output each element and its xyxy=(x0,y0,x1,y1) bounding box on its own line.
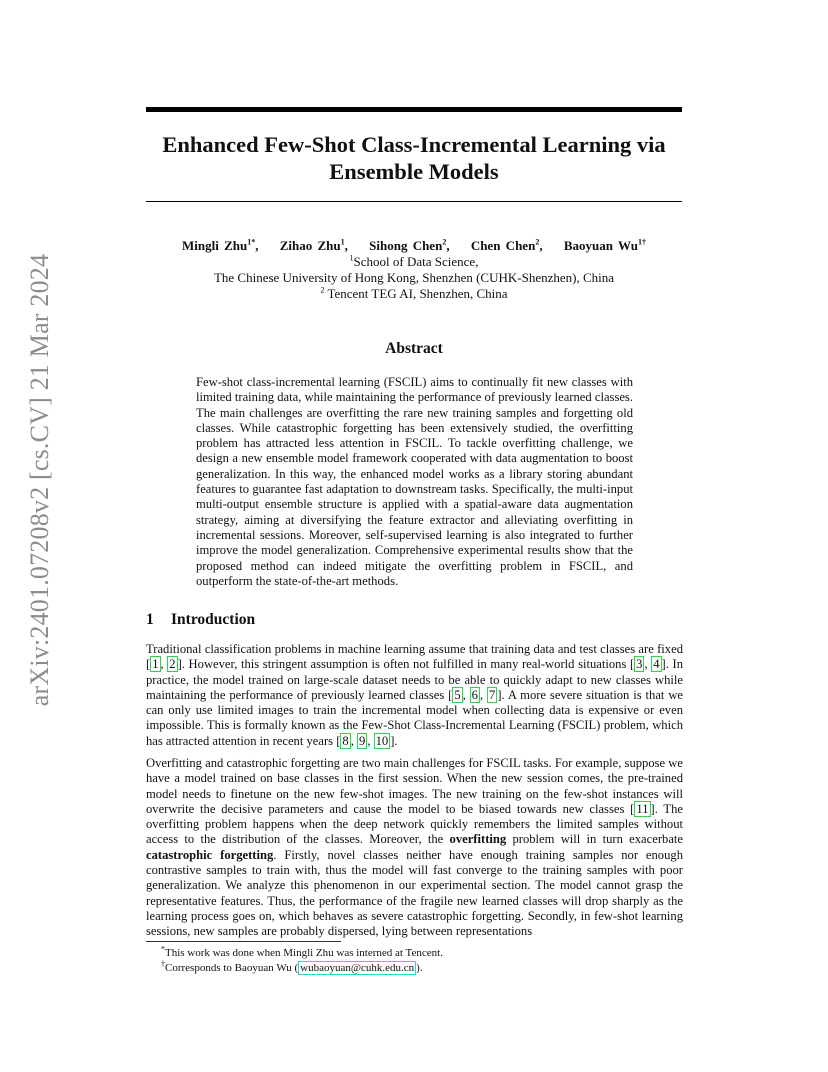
emphasis-overfitting: overfitting xyxy=(449,832,507,847)
citation-link[interactable]: 11 xyxy=(636,801,649,816)
affiliation-1: $^1$School of Data Science, xyxy=(349,253,479,269)
author: Chen Chen$^2$, xyxy=(470,237,543,253)
intro-paragraph-2: Overfitting and catastrophic forgetting are two main challenges for FSCIL tasks. For example, suppose we have a model trained on base classes in the first session. When the new session comes, the pre-trained model needs to finetune on the new few-shot images. The new training on the few-shot instances will overwrite the decisive parameters and cause the model to be biased towards new classes [ 11 ]. The overfitting problem happens when the deep network quickly remembers the limited samples without access to the distribution of the classes. Moreover, the overfitting problem will in turn exacerbate catastrophic forgetting. Firstly, novel classes neither have enough training samples nor enough contrastive samples to train with, thus the model will fast converge to the training samples with poor generalization. We analyze this phenomenon in our experimental section. The model cannot grasp the representative features. Thus, the performance of the fragile new learned classes will drop sharply as the learning process goes on, which behaves as severe catastrophic forgetting. Secondly, in few-shot learning sessions, new samples are probably dispersed, lying between representations xyxy=(146,756,684,939)
citation-link[interactable]: 6 xyxy=(471,687,478,702)
author: Zihao Zhu$^1$, xyxy=(279,237,348,253)
abstract-text: Few-shot class-incremental learning (FSCIL) aims to continually fit new classes with limited training data, while maintaining the performance of previously learned classes. The main challenges are overfitting the rare new training samples and forgetting old classes. While catastrophic forgetting has been extensively studied, the overfitting problem has attracted less attention in FSCIL. To tackle overfitting challenge, we design a new ensemble model framework cooperated with data augmentation to boost generalization. In this way, the enhanced model works as a library storing abundant features to guarantee fast adaptation to downstream tasks. Specifically, the multi-input multi-output ensemble structure is applied with a spatial-aware data augmentation strategy, aiming at diversifying the feature extractor and alleviating overfitting in incremental sessions. Moreover, self-supervised learning is also integrated to further improve the model generalization. Comprehensive experimental results show that the proposed method can indeed mitigate the overfitting problem in FSCIL, and outperform the state-of-the-art methods. xyxy=(196,375,633,588)
citation-link[interactable]: 2 xyxy=(169,657,176,672)
title-top-rule xyxy=(146,107,682,112)
author: Sihong Chen$^2$, xyxy=(369,237,450,253)
citation-link[interactable]: 10 xyxy=(375,733,389,748)
citation-link[interactable]: 1 xyxy=(152,657,159,672)
title-line-2: Ensemble Models xyxy=(329,159,499,184)
citation-link[interactable]: 3 xyxy=(636,657,643,672)
section-number: 1 xyxy=(146,611,154,628)
emphasis-catastrophic-forgetting: catastrophic forgetting xyxy=(146,847,274,862)
arxiv-stamp: arXiv:2401.07208v2 [cs.CV] 21 Mar 2024 xyxy=(25,253,54,707)
section-heading xyxy=(146,611,255,629)
footnote-1: *This work was done when Mingli Zhu was interned at Tencent. xyxy=(161,944,443,959)
footnote-2: †Corresponds to Baoyuan Wu ( wubaoyuan@cuhk.edu.cn ). xyxy=(161,959,423,974)
affiliation-3: $^2$ Tencent TEG AI, Shenzhen, China xyxy=(320,285,508,301)
author-list xyxy=(146,238,682,254)
author: Mingli Zhu$^{1*}$, xyxy=(182,237,259,253)
citation-link[interactable]: 8 xyxy=(342,733,349,748)
citation-link[interactable]: 5 xyxy=(454,687,461,702)
email-link[interactable]: wubaoyuan@cuhk.edu.cn xyxy=(300,962,415,974)
title-bottom-rule xyxy=(146,201,682,202)
citation-link[interactable]: 7 xyxy=(489,687,496,702)
footnote-rule xyxy=(146,941,341,942)
paper-title xyxy=(146,131,682,185)
title-line-1: Enhanced Few-Shot Class-Incremental Learning via xyxy=(162,132,666,157)
citation-link[interactable]: 9 xyxy=(359,733,366,748)
author: Baoyuan $Wu^{1\dagger}$ xyxy=(563,237,646,253)
citation-link[interactable]: 4 xyxy=(653,657,660,672)
section-title: Introduction xyxy=(171,611,256,628)
intro-paragraph-1: Traditional classification problems in machine learning assume that training data and test classes are fixed [ 1 , 2 ]. However, this stringent assumption is often not fulfilled in many real-world situations [ 3 , 4 ]. In practice, the model trained on large-scale dataset needs to be able to quickly adapt to new classes while maintaining the performance of previously learned classes [ 5 , 6 , 7 ]. A more severe situation is that we can only use limited images to train the incremental model when collecting data is expensive or even impossible. This is formally known as the Few-Shot Class-Incremental Learning (FSCIL) problem, which has attracted attention in recent years [ 8 , 9 , 10 ]. xyxy=(146,642,684,748)
abstract-heading: Abstract xyxy=(385,340,443,357)
affiliation-2: The Chinese University of Hong Kong, Shenzhen (CUHK-Shenzhen), China xyxy=(213,270,615,285)
